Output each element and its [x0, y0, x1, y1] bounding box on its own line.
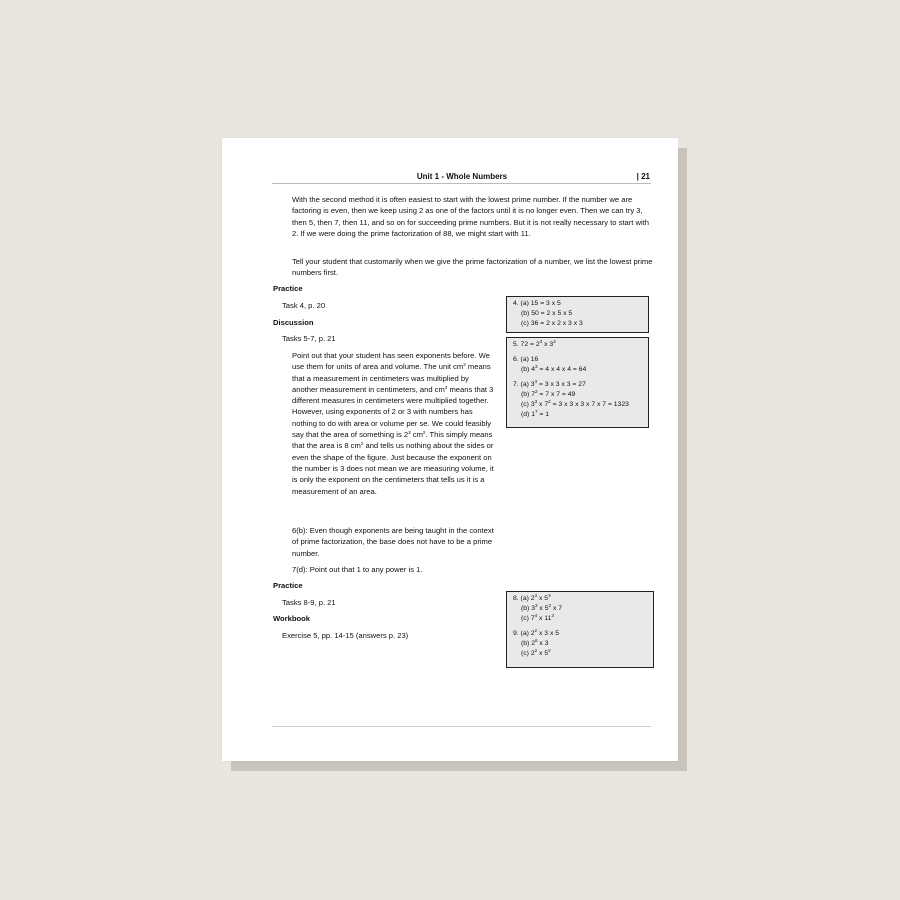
answer-4c: (c) 36 = 2 x 2 x 3 x 3: [521, 320, 583, 327]
practice-heading: Practice: [273, 284, 303, 293]
tasks-5-7-item: Tasks 5-7, p. 21: [282, 334, 336, 343]
answer-box-task-4: [506, 296, 649, 333]
answer-4b: (b) 50 = 2 x 5 x 5: [521, 310, 573, 317]
answer-box-tasks-5-7: [506, 337, 649, 428]
footer-rule: [272, 726, 651, 727]
answer-8c: (c) $7^4$ x $11^3$: [521, 613, 554, 622]
page-number: | 21: [636, 172, 650, 181]
answer-4a: 4. (a) 15 = 3 x 5: [513, 300, 561, 307]
exercise-5-item: Exercise 5, pp. 14-15 (answers p. 23): [282, 631, 409, 640]
task-4-item: Task 4, p. 20: [282, 301, 326, 310]
answer-6a: 6. (a) 16: [513, 356, 539, 363]
header-rule: [272, 183, 651, 184]
discussion-paragraph-3: 7(d): Point out that 1 to any power is 1.: [292, 565, 423, 574]
answer-9c: (c) $2^2$ x $5^2$: [521, 648, 551, 657]
answer-9a: 9. (a) $2^2$ x 3 x 5: [513, 628, 560, 637]
answer-8b: (b) $3^3$ x $5^2$ x 7: [521, 603, 563, 612]
header-title: Unit 1 - Whole Numbers: [416, 172, 508, 181]
answer-9b: (b) $2^6$ x 3: [521, 638, 549, 647]
tasks-8-9-item: Tasks 8-9, p. 21: [282, 598, 336, 607]
answer-8a: 8. (a) $2^3$ x $5^3$: [513, 593, 551, 602]
answer-7a: 7. (a) $3^3 = 3$ x 3 x 3 = 27: [513, 379, 586, 388]
answer-7d: (d) $1^7 = 1$: [521, 409, 550, 418]
answer-5: 5. $72 = 2^3$ x $3^2$: [513, 339, 556, 348]
answer-box-tasks-8-9: [506, 591, 654, 668]
document-page: [222, 138, 678, 761]
discussion-heading: Discussion: [273, 318, 314, 327]
answer-6b: (b) $4^3 = 4$ x 4 x 4 = 64: [521, 364, 587, 373]
practice-heading-2: Practice: [273, 581, 303, 590]
page-header: [272, 170, 652, 184]
intro-paragraph-2: Tell your student that customarily when we give the prime factorization of a number, we list the lowest prime numbers first.: [292, 257, 653, 278]
discussion-paragraph-2: 6(b): Even though exponents are being taught in the context of prime factorization, the base does not have to be a prime number.: [292, 526, 494, 558]
discussion-paragraph-1: Point out that your student has seen exponents before. We use them for units of area and volume. The unit $cm^2$ means that a measurement in centimeters was multiplied by another measurement in centimeters, and $cm^3$ means that 3 different measures in centimeters were multiplied together. However, using exponents of 2 or 3 with numbers has nothing to do with area or volume per se. We could feasibly say that the area of something is $2^3$ $cm^2$. This simply means that the area is 8 $cm^2$ and tells us nothing about the sides or even the shape of the figure. Just because the exponent on the number is 3 does not mean we are measuring volume, it is only the exponent on the centimeters that tells us it is a measurement of an area.: [292, 351, 494, 496]
answer-7c: (c) $3^3$ x $7^2 = 3$ x 3 x 3 x 7 x 7 = 1323: [521, 399, 629, 408]
answer-7b: (b) $7^2 = 7$ x 7 = 49: [521, 389, 576, 398]
intro-paragraph-1: With the second method it is often easiest to start with the lowest prime number. If the number we are factoring is even, then we keep using 2 as one of the factors until it is no longer even. Then we can try 3, then 5, then 7, then 11, and so on for succeeding prime numbers. But it is not really necessary to start with 2. If we were doing the prime factorization of 88, we might start with 11.: [292, 195, 649, 238]
workbook-heading: Workbook: [273, 614, 310, 623]
